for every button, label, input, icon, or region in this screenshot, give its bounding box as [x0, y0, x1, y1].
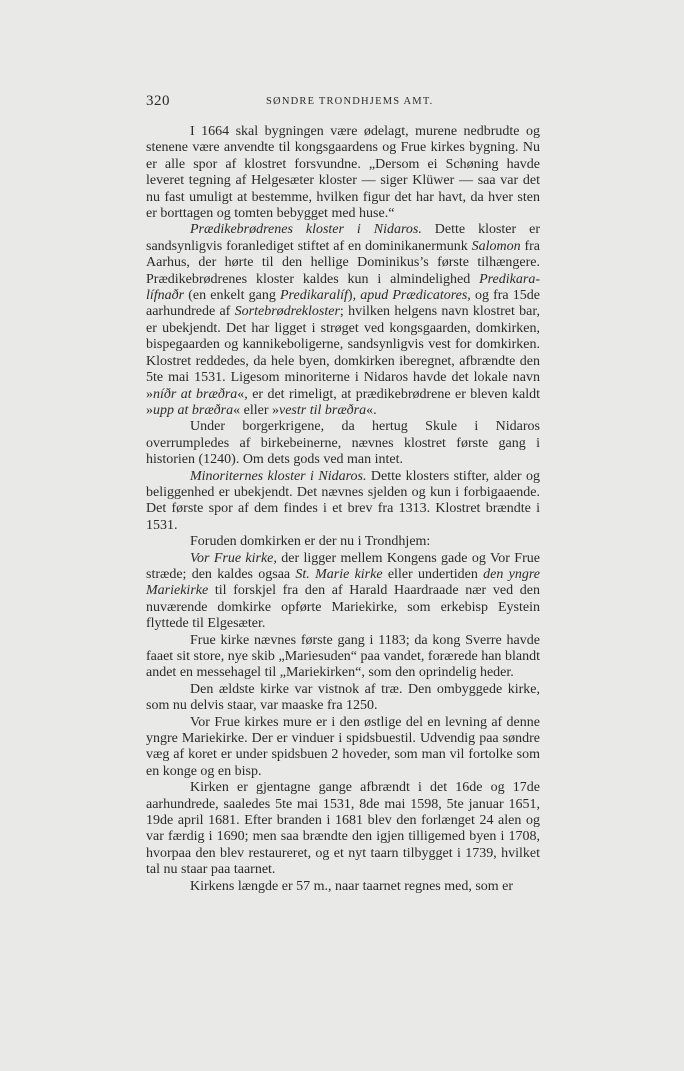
- italic-text: Vor Frue kirke,: [190, 550, 277, 566]
- paragraph-text: « eller »: [233, 402, 279, 418]
- paragraph-text: «.: [366, 402, 377, 418]
- paragraph: [146, 124, 540, 222]
- italic-text: St. Marie kirke: [295, 566, 383, 582]
- paragraph-text: Dette klosters stifter, alder og beliggenhed er ubekjendt. Det nævnes sjelden og kun i forbigaaende. Det første spor af dem findes i et brev fra 1313. Klostret brændte i 1531.: [146, 468, 541, 533]
- italic-text: vestr til bræðra: [279, 402, 367, 418]
- italic-text: upp at bræðra: [153, 402, 234, 418]
- italic-text: Sortebrødrekloster: [234, 304, 340, 320]
- paragraph-text: «, er det rimeligt, at prædikebrødrene er bleven kaldt »: [146, 386, 540, 418]
- italic-text: Prædikebrødrenes kloster i Nidaros.: [190, 222, 422, 238]
- italic-text: Predikaralíf: [280, 288, 348, 304]
- italic-text: den yngre Mariekirke: [146, 566, 540, 599]
- paragraph-text: ; hvilken helgens navn klostret bar, er ubekjendt. Det har ligget i strøget ved kongsgaarden, domkirken, bispegaarden og kannikeboligerne, sandsynligvis vest for domkirken. Klostret reddedes, da hele byen, domkirken iberegnet, afbrændte den 5te mai 1531. Ligesom minoriterne i Nidaros havde det lokale navn »: [146, 304, 541, 402]
- paragraph-text: til forskjel fra den af Harald Haardraade nær ved den nuværende domkirke opførte Mariekirke, som erkebisp Eystein flyttede til Elgesæter.: [146, 583, 540, 632]
- italic-text: níðr at bræðra: [153, 386, 238, 402]
- paragraph-text: Vor Frue kirkes mure er i den østlige del en levning af denne yngre Mariekirke. Der er vinduer i spidsbuestil. Udvendig paa søndre væg af koret er under spidsbuen 2 hoveder, som man vil fortolke som en konge og en bisp.: [146, 714, 540, 779]
- paragraph-text: Frue kirke nævnes første gang i 1183; da kong Sverre havde faaet sit store, nye skib „Mariesuden“ paa vandet, forærede han blandt andet en messehagel til „Mariekirken“, som den oprindelig heder.: [146, 632, 540, 681]
- italic-text: Salomon: [471, 238, 521, 254]
- paragraph: [146, 715, 540, 781]
- paragraph-text: ),: [347, 288, 361, 304]
- italic-text: apud Prædicatores,: [360, 288, 471, 304]
- running-title: SØNDRE TRONDHJEMS AMT.: [266, 96, 434, 107]
- paragraph: [146, 633, 540, 682]
- paragraph-text: fra Aarhus, der hørte til den hellige Dominikus’s første tilhængere. Prædikebrødrenes kloster kaldes kun i almindelighed: [146, 238, 541, 287]
- paragraph-text: Foruden domkirken er der nu i Trondhjem:: [190, 534, 431, 550]
- body-text: [146, 124, 540, 895]
- paragraph-text: Under borgerkrigene, da hertug Skule i Nidaros overrumpledes af birkebeinerne, nævnes klostret første gang i historien (1240). Om dets gods ved man intet.: [146, 419, 540, 468]
- paragraph: [146, 222, 540, 419]
- page-number: 320: [146, 93, 170, 109]
- paragraph-text: Kirken er gjentagne gange afbrændt i det 16de og 17de aarhundrede, saaledes 5te mai 1531, 8de mai 1598, 5te januar 1651, 19de april 1681. Efter branden i 1681 blev den forlænget 24 alen og var færdig i 1690; men saa brændte den igjen tilligemed byen i 1708, hvorpaa den blev restaureret, og et nyt taarn tilbygget i 1739, hvilket tal nu staar paa taarnet.: [146, 780, 540, 878]
- paragraph-text: (en enkelt gang: [184, 288, 280, 304]
- paragraph-text: eller undertiden: [382, 566, 484, 582]
- paragraph: [146, 551, 540, 633]
- paragraph-text: der ligger mellem Kongens gade og Vor Frue stræde; den kaldes ogsaa: [146, 550, 540, 582]
- paragraph: [146, 682, 540, 715]
- paragraph: [146, 469, 540, 535]
- paragraph-text: Den ældste kirke var vistnok af træ. Den ombyggede kirke, som nu delvis staar, var maaske fra 1250.: [146, 681, 540, 714]
- paragraph-text: Dette kloster er sandsynligvis foranlediget stiftet af en dominikanermunk: [146, 222, 541, 254]
- paragraph: [146, 419, 540, 468]
- paragraph-text: Kirkens længde er 57 m., naar taarnet regnes med, som er: [190, 878, 514, 894]
- paragraph-text: og fra 15de aarhundrede af: [146, 288, 540, 320]
- paragraph: [146, 780, 540, 878]
- italic-text: Predikara-lífnaðr: [146, 271, 540, 304]
- paragraph: [146, 879, 540, 895]
- italic-text: Minoriternes kloster i Nidaros.: [190, 468, 367, 484]
- paragraph: [146, 534, 540, 550]
- paragraph-text: I 1664 skal bygningen være ødelagt, murene nedbrudte og stenene være anvendte til kongsgaardens og Frue kirkes bygning. Nu er alle spor af klostret forsvundne. „Dersom ei Schøning havde leveret tegning af Helgesæter kloster — siger Klüwer — saa var det nu fast umuligt at bestemme, hvilken figur det har havt, da hver sten er borttagen og tomten bebygget med huse.“: [146, 124, 540, 222]
